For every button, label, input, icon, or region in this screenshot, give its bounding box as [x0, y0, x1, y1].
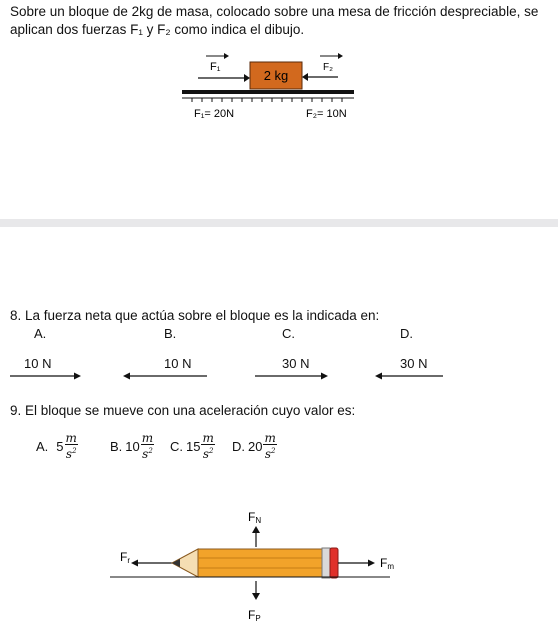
fp-arrow-head: [252, 593, 260, 600]
q9-option-a-coef: 5: [56, 439, 64, 454]
q8-option-b-arrow: [123, 373, 207, 380]
q9-option-c-letter: C.: [170, 439, 183, 454]
pencil-force-diagram: [110, 505, 410, 627]
fn-label: FN: [248, 510, 262, 525]
q8-option-d-value: 30 N: [400, 356, 428, 371]
q9-option-c-unit-den: s: [202, 447, 210, 461]
q8-option-b-value: 10 N: [164, 356, 192, 371]
q8-option-c-arrow: [255, 373, 328, 380]
block-label: 2 kg: [263, 68, 289, 83]
problem-intro-line1: Sobre un bloque de 2kg de masa, colocado sobre una mesa de fricción despreciable, se: [10, 4, 539, 19]
q9-option-b-letter: B.: [110, 439, 123, 454]
f2-overarrow-head: [338, 53, 343, 59]
pencil: [172, 548, 338, 578]
q9-option-a-letter: A.: [36, 439, 49, 454]
fp-label: FP: [248, 608, 261, 623]
question9-text: 9. El bloque se mueve con una aceleración cuyo valor es:: [10, 403, 356, 418]
q9-option-b-unit-num: m: [141, 431, 154, 445]
q9-option-b-unit-den: s: [142, 447, 149, 461]
q9-option-b-exponent: 2: [148, 447, 153, 455]
f2-arrow-head: [302, 73, 308, 81]
q8-option-c-value: 30 N: [282, 356, 310, 371]
q9-option-d-unit: [263, 433, 276, 460]
fm-label: Fm: [380, 556, 395, 571]
q9-option-c-exponent: 2: [209, 447, 214, 455]
q9-option-b-coef: 10: [125, 439, 140, 454]
q9-option-c[interactable]: [170, 433, 215, 460]
f2-value: F₂= 10N: [306, 108, 347, 120]
fr-label: Fr: [120, 550, 131, 565]
q9-option-a-unit: [65, 433, 78, 460]
q8-option-a-arrow: [10, 373, 81, 380]
fr-arrow-head: [131, 560, 138, 567]
q8-option-a-value: 10 N: [24, 356, 52, 371]
table-ticks: [192, 98, 342, 102]
question8-text: 8. La fuerza neta que actúa sobre el bloque es la indicada en:: [10, 308, 380, 323]
q9-option-a-unit-den: s: [65, 447, 73, 461]
f2-vector-label: F₂: [323, 62, 333, 73]
q9-option-c-unit-num: m: [202, 431, 214, 445]
f1-vector-label: F₁: [210, 61, 221, 73]
table-surface: [182, 90, 354, 94]
q8-option-a-letter[interactable]: A.: [34, 326, 47, 341]
q9-option-b-unit: [141, 433, 154, 460]
q9-option-a-unit-num: m: [65, 431, 77, 445]
section-separator: [0, 219, 558, 227]
q9-option-d-exponent: 2: [271, 447, 276, 455]
block-force-diagram: [180, 48, 370, 123]
q8-option-c-letter[interactable]: C.: [282, 326, 295, 341]
q8-option-b-letter[interactable]: B.: [164, 326, 177, 341]
fm-arrow-head: [368, 560, 375, 567]
q8-option-d-letter[interactable]: D.: [400, 326, 413, 341]
q9-option-b[interactable]: [110, 433, 154, 460]
f1-arrow-head: [244, 74, 250, 82]
q9-option-d-unit-num: m: [264, 431, 276, 445]
q9-option-d-letter: D.: [232, 439, 245, 454]
q9-option-c-coef: 15: [186, 439, 201, 454]
q9-option-c-unit: [201, 433, 214, 460]
q9-option-d-coef: 20: [248, 439, 263, 454]
f1-overarrow-head: [224, 53, 229, 59]
q9-option-d[interactable]: [232, 433, 277, 460]
fn-arrow-head: [252, 526, 260, 533]
f1-value: F₁= 20N: [194, 108, 235, 120]
problem-intro-line2: aplican dos fuerzas F₁ y F₂ como indica el dibujo.: [10, 22, 305, 37]
q9-option-d-unit-den: s: [264, 447, 272, 461]
q8-vectors: [0, 368, 558, 384]
q8-option-d-arrow: [375, 373, 443, 380]
q9-option-a-exponent: 2: [72, 447, 77, 455]
q9-option-a[interactable]: [36, 433, 78, 460]
